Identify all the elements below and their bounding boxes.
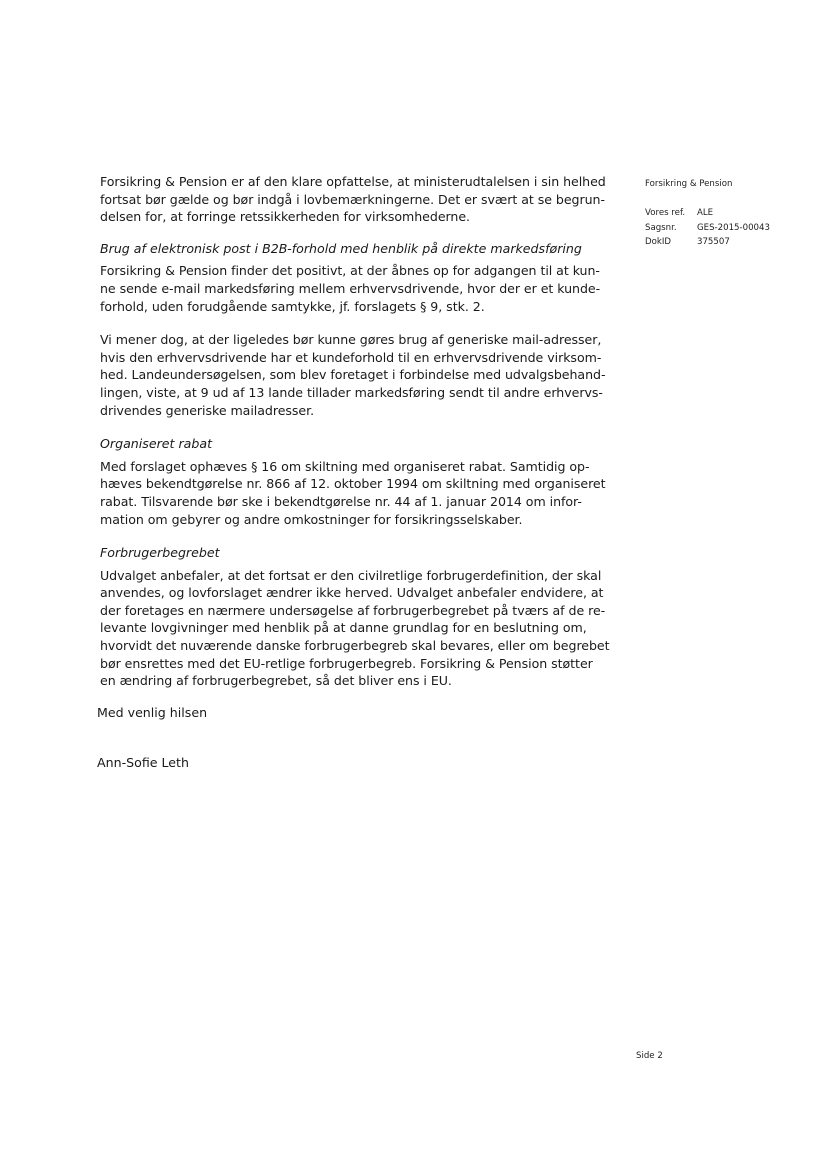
section-heading-rabat: Organiseret rabat [100, 436, 213, 452]
text-line: Forsikring & Pension er af den klare opfattelse, at ministerudtalelsen i sin helhed [100, 174, 606, 189]
text-line: en ændring af forbrugerbegrebet, så det bliver ens i EU. [100, 673, 452, 689]
meta-key: Sagsnr. [645, 222, 677, 233]
paragraph-forbruger [100, 567, 610, 690]
signature-name: Ann-Sofie Leth [97, 755, 189, 770]
reference-sidebar [645, 178, 770, 250]
paragraph-generic-mail [100, 331, 606, 419]
letter-body [100, 173, 610, 690]
text-line: delsen for, at forringe retssikkerheden for virksomhederne. [100, 209, 471, 225]
text-line: bør ensrettes med det EU-retlige forbrugerbegreb. Forsikring & Pension støtter [100, 655, 593, 671]
text-line: Forsikring & Pension finder det positivt, at der åbnes op for adgangen til at kun- [100, 263, 600, 279]
meta-row-case [645, 221, 770, 236]
page-number: Side 2 [636, 1051, 663, 1061]
section-heading-forbruger: Forbrugerbegrebet [100, 545, 220, 561]
paragraph-b2b-positive [100, 262, 601, 315]
text-line: hvorvidt det nuværende danske forbrugerbegreb skal bevares, eller om begrebet [100, 638, 610, 654]
text-line: ne sende e-mail markedsføring mellem erhvervsdrivende, hvor der er et kunde- [100, 280, 601, 296]
text-line: fortsat bør gælde og bør indgå i lovbemærkningerne. Det er svært at se begrun- [100, 191, 605, 207]
meta-value: GES-2015-00043 [697, 222, 770, 233]
meta-value: ALE [697, 208, 714, 218]
text-line: lingen, viste, at 9 ud af 13 lande tillader markedsføring sendt til andre erhvervs- [100, 384, 603, 400]
text-line: mation om gebyrer og andre omkostninger for forsikringsselskaber. [100, 511, 523, 527]
sender-organization: Forsikring & Pension [645, 179, 733, 189]
text-line: Vi mener dog, at der ligeledes bør kunne gøres brug af generiske mail-adresser, [100, 332, 602, 348]
text-line: drivendes generiske mailadresser. [100, 402, 315, 418]
text-line: rabat. Tilsvarende bør ske i bekendtgørelse nr. 44 af 1. januar 2014 om infor- [100, 493, 582, 509]
text-line: anvendes, og lovforslaget ændrer ikke herved. Udvalget anbefaler endvidere, at [100, 585, 604, 601]
text-line: hæves bekendtgørelse nr. 866 af 12. oktober 1994 om skiltning med organiseret [100, 476, 606, 492]
section-heading-b2b: Brug af elektronisk post i B2B-forhold med henblik på direkte markedsføring [100, 240, 582, 256]
text-line: der foretages en nærmere undersøgelse af forbrugerbegrebet på tværs af de re- [100, 602, 606, 618]
meta-row-docid [645, 235, 770, 250]
paragraph-opinion [100, 173, 606, 226]
text-line: hed. Landeundersøgelsen, som blev foretaget i forbindelse med udvalgsbehand- [100, 367, 606, 383]
meta-row-ref [645, 206, 770, 221]
meta-key: Vores ref. [645, 208, 686, 218]
text-line: forhold, uden forudgående samtykke, jf. forslagets § 9, stk. 2. [100, 298, 485, 314]
text-line: hvis den erhvervsdrivende har et kundeforhold til en erhvervsdrivende virksom- [100, 349, 602, 365]
meta-value: 375507 [697, 237, 730, 247]
text-line: Med forslaget ophæves § 16 om skiltning med organiseret rabat. Samtidig op- [100, 458, 590, 474]
text-line: levante lovgivninger med henblik på at danne grundlag for en beslutning om, [100, 620, 587, 636]
paragraph-rabat [100, 458, 606, 528]
text-line: Udvalget anbefaler, at det fortsat er den civilretlige forbrugerdefinition, der skal [100, 567, 602, 583]
meta-key: DokID [645, 237, 672, 247]
closing-greeting: Med venlig hilsen [97, 705, 208, 720]
